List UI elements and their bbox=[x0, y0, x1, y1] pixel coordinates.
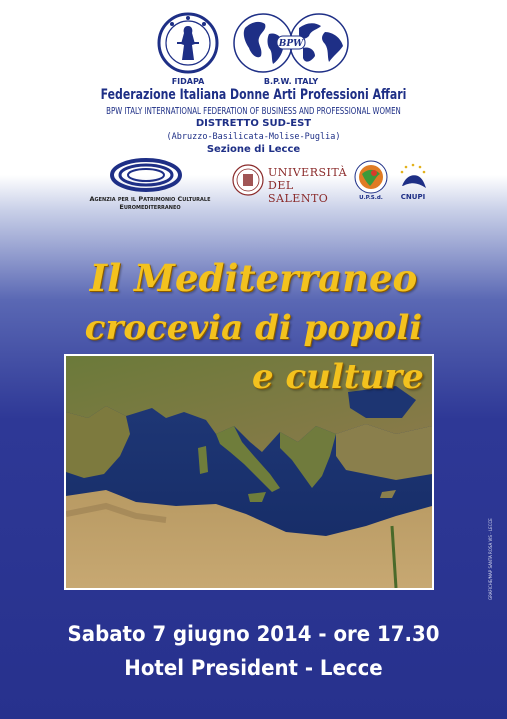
fidapa-emblem bbox=[157, 12, 219, 74]
federation-subtitle: BPW ITALY INTERNATIONAL FEDERATION OF BUSINESS AND PROFESSIONAL WOMEN bbox=[106, 106, 401, 117]
globe-badge-text: BPW bbox=[278, 39, 304, 49]
bpw-globe-logo bbox=[233, 10, 349, 76]
regions-label: (Abruzzo-Basilicata-Molise-Puglia) bbox=[166, 132, 341, 142]
university-line-2: DEL SALENTO bbox=[268, 179, 329, 205]
university-seal-icon bbox=[232, 164, 264, 196]
cnupi-emblem-icon bbox=[396, 162, 430, 192]
upsd-logo bbox=[354, 160, 388, 194]
agency-rings-icon bbox=[110, 158, 182, 192]
title-line-1: Il Mediterraneo bbox=[89, 256, 418, 300]
title-line-2: crocevia di popoli bbox=[84, 308, 423, 348]
agency-line-2: Euromediterraneo bbox=[119, 203, 181, 211]
cnupi-label: CNUPI bbox=[400, 193, 426, 201]
event-venue: Hotel President - Lecce bbox=[124, 656, 383, 680]
globe-icon bbox=[233, 10, 349, 76]
cnupi-logo bbox=[396, 162, 430, 192]
university-line-1: UNIVERSITÀ bbox=[268, 166, 348, 179]
university-name bbox=[268, 166, 348, 205]
federation-name: Federazione Italiana Donne Arti Professioni Affari bbox=[100, 87, 407, 103]
event-date-time: Sabato 7 giugno 2014 - ore 17.30 bbox=[67, 622, 440, 646]
university-seal bbox=[232, 164, 264, 196]
printer-credit: GRAFICHE/MAP SANTA ROSA VIS - LECCE bbox=[488, 518, 493, 600]
agency-line-1: Agenzia per il Patrimonio Culturale bbox=[89, 195, 211, 203]
section-label: Sezione di Lecce bbox=[206, 144, 301, 155]
agency-logo bbox=[110, 158, 182, 192]
district-label: DISTRETTO SUD-EST bbox=[195, 118, 312, 129]
fidapa-label: FIDAPA bbox=[171, 77, 205, 86]
title-line-3: e culture bbox=[252, 357, 424, 397]
upsd-emblem-icon bbox=[354, 160, 388, 194]
bpw-italy-label: B.P.W. ITALY bbox=[263, 77, 319, 86]
agency-name bbox=[70, 195, 230, 211]
fidapa-emblem-icon bbox=[157, 12, 219, 74]
upsd-label: U.P.S.d. bbox=[359, 195, 383, 201]
